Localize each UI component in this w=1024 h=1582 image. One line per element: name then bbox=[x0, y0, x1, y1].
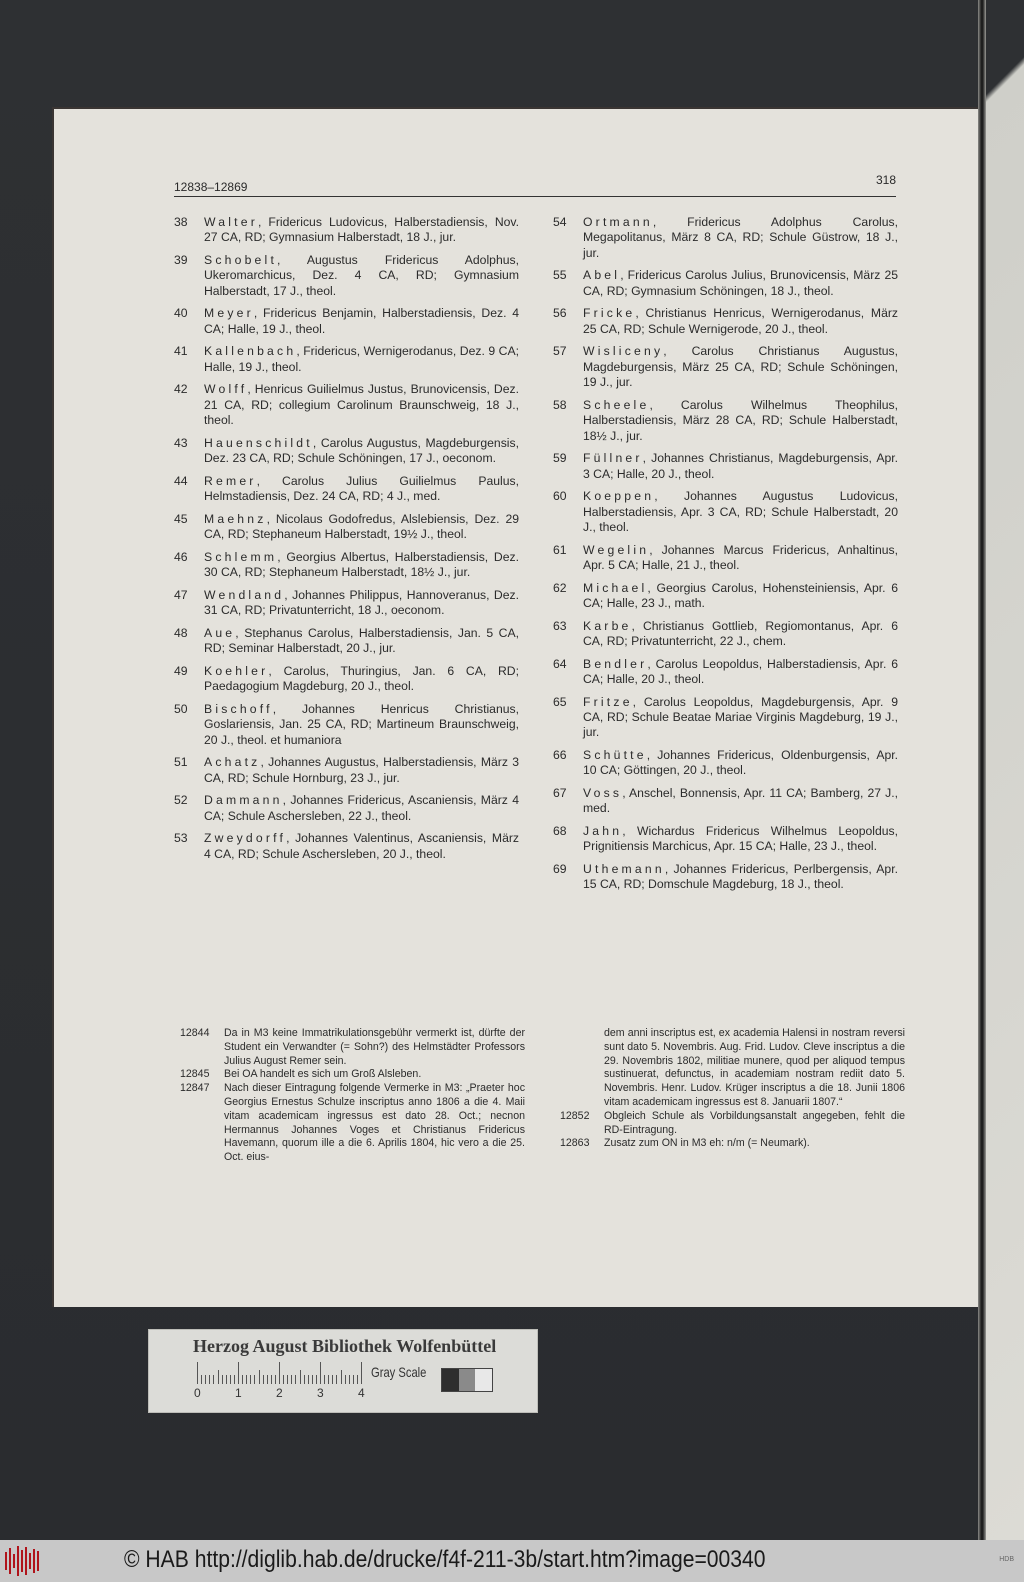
logo-bar bbox=[13, 1554, 15, 1568]
entry-number: 55 bbox=[553, 268, 567, 283]
register-entry bbox=[553, 786, 898, 817]
logo-bar bbox=[33, 1549, 35, 1573]
entry-number: 68 bbox=[553, 824, 567, 839]
register-entry bbox=[174, 626, 519, 657]
ruler-tick bbox=[259, 1370, 260, 1384]
footnote-text: Da in M3 keine Immatrikulationsgebühr vermerkt ist, dürfte der Student ein Verwandter (= Sohn?) des Helmstädter Professors Julius August Remer sein. bbox=[224, 1027, 525, 1067]
entry-details: , Johannes Augustus, Halberstadiensis, März 3 CA, RD; Schule Hornburg, 23 J., jur. bbox=[204, 755, 519, 785]
entry-text bbox=[583, 451, 898, 482]
ruler-tick bbox=[263, 1375, 264, 1384]
entry-surname: Fricke bbox=[583, 306, 636, 321]
entry-surname: Uthemann bbox=[583, 862, 665, 877]
entry-text bbox=[204, 253, 519, 299]
ruler-tick bbox=[205, 1375, 206, 1384]
scale-ruler bbox=[194, 1362, 365, 1400]
logo-bar bbox=[29, 1553, 31, 1569]
entries-right-column bbox=[553, 215, 898, 900]
register-entry bbox=[174, 474, 519, 505]
entry-number: 47 bbox=[174, 587, 188, 602]
entry-number: 60 bbox=[553, 489, 567, 504]
register-entry bbox=[174, 344, 519, 375]
entry-number: 39 bbox=[174, 253, 188, 267]
entry-surname: Bischoff bbox=[204, 701, 273, 716]
ruler-tick bbox=[283, 1375, 284, 1384]
entry-details: , Johannes Valentinus, Ascaniensis, März 4 CA, RD; Schule Aschersleben, 20 J., theol. bbox=[204, 831, 519, 861]
footnote-id: 12852 bbox=[560, 1109, 590, 1122]
entry-surname: Maehnz bbox=[204, 511, 267, 526]
entry-surname: Voss bbox=[583, 786, 623, 801]
entry-details: , Johannes Augustus Ludovicus, Halberstadiensis, Apr. 3 CA, RD; Schule Halberstadt, 20 J., theol. bbox=[583, 489, 898, 535]
footnote bbox=[560, 1137, 905, 1151]
ruler-tick bbox=[361, 1362, 362, 1384]
register-entry bbox=[174, 550, 519, 581]
ruler-tick bbox=[201, 1375, 202, 1384]
ruler-tick bbox=[275, 1375, 276, 1384]
register-entry bbox=[174, 793, 519, 824]
register-entry bbox=[553, 306, 898, 337]
gray-scale-label: Gray Scale bbox=[371, 1364, 427, 1380]
entry-text bbox=[204, 512, 519, 543]
ruler-label: 3 bbox=[317, 1386, 324, 1400]
register-entry bbox=[553, 398, 898, 444]
footnote-text: dem anni inscriptus est, ex academia Halensi in nostram reversi sunt dato 5. Novembris. Aug. Frid. Ludov. Cleve inscriptus a die 29. Novembris 1802, militiae munere, quod per aliquod tempus sustinuerat, defunctus, in academiam nostram rediit dato 5. Novembris. Henr. Ludov. Krüger inscriptus a die 18. Junii 1806 vitam academicam ingressus est 8. Januarii 1807.“ bbox=[604, 1027, 905, 1108]
logo-bar bbox=[5, 1552, 7, 1570]
entry-details: , Stephanus Carolus, Halberstadiensis, Jan. 5 CA, RD; Seminar Halberstadt, 20 J., jur. bbox=[204, 625, 519, 656]
entry-text bbox=[204, 382, 519, 428]
register-entry bbox=[553, 695, 898, 741]
ruler-tick bbox=[316, 1375, 317, 1384]
footnote-text: Zusatz zum ON in M3 eh: n/m (= Neumark). bbox=[604, 1137, 810, 1150]
entry-text bbox=[583, 862, 898, 893]
entry-text bbox=[583, 786, 898, 817]
footnote-text: Obgleich Schule als Vorbildungsanstalt angegeben, fehlt die RD-Eintragung. bbox=[604, 1109, 905, 1136]
entry-details: , Johannes Marcus Fridericus, Anhaltinus, Apr. 5 CA; Halle, 21 J., theol. bbox=[583, 542, 898, 573]
ruler-tick bbox=[267, 1375, 268, 1384]
entry-text bbox=[583, 748, 898, 779]
ruler-tick bbox=[353, 1375, 354, 1384]
footnotes-right-column bbox=[560, 1027, 905, 1151]
register-entry bbox=[553, 581, 898, 612]
entry-surname: Jahn bbox=[583, 824, 623, 839]
entry-text bbox=[583, 619, 898, 650]
entry-text bbox=[204, 215, 519, 246]
footer-tag: HDB bbox=[999, 1556, 1014, 1563]
register-entry bbox=[174, 588, 519, 619]
gray-swatch-cell bbox=[459, 1369, 476, 1391]
entry-details: , Fridericus Benjamin, Halberstadiensis, Dez. 4 CA; Halle, 19 J., theol. bbox=[204, 306, 519, 336]
entry-number: 69 bbox=[553, 862, 567, 877]
register-entry bbox=[174, 512, 519, 543]
entry-details: , Carolus Augustus, Magdeburgensis, Dez. 23 CA, RD; Schule Schöningen, 17 J., oeconom. bbox=[204, 435, 519, 466]
entry-number: 45 bbox=[174, 511, 188, 526]
entry-surname: Wolff bbox=[204, 382, 248, 397]
ruler-tick bbox=[250, 1375, 251, 1384]
footer-bar bbox=[0, 1540, 1024, 1582]
footnote bbox=[560, 1110, 905, 1138]
book-spine bbox=[978, 0, 986, 1540]
entry-surname: Abel bbox=[583, 268, 621, 283]
page-header bbox=[174, 173, 896, 197]
entry-surname: Karbe bbox=[583, 618, 632, 633]
logo-bar bbox=[9, 1548, 11, 1574]
entry-text bbox=[204, 755, 519, 786]
ruler-tick bbox=[345, 1375, 346, 1384]
footnote bbox=[180, 1068, 525, 1082]
entry-number: 51 bbox=[174, 755, 188, 770]
entry-text bbox=[204, 702, 519, 748]
ruler-tick bbox=[226, 1375, 227, 1384]
ruler-tick bbox=[271, 1375, 272, 1384]
ruler-label: 2 bbox=[276, 1386, 283, 1400]
footnote-id: 12845 bbox=[180, 1068, 210, 1081]
entry-details: , Carolus, Thuringius, Jan. 6 CA, RD; Paedagogium Magdeburg, 20 J., theol. bbox=[204, 663, 519, 694]
entry-text bbox=[583, 543, 898, 574]
footnote-id: 12847 bbox=[180, 1082, 210, 1095]
library-name: Herzog August Bibliothek Wolfenbüttel bbox=[193, 1336, 497, 1356]
entry-text bbox=[204, 344, 519, 375]
footnote-id: 12844 bbox=[180, 1027, 210, 1039]
entry-text bbox=[204, 793, 519, 824]
entry-surname: Michael bbox=[583, 580, 648, 595]
hab-logo-icon bbox=[5, 1546, 45, 1576]
entry-surname: Dammann bbox=[204, 793, 283, 808]
register-entry bbox=[553, 543, 898, 574]
entry-text bbox=[204, 306, 519, 337]
entry-text bbox=[583, 344, 898, 390]
entry-text bbox=[583, 657, 898, 688]
entry-number: 41 bbox=[174, 344, 188, 359]
register-entry bbox=[174, 382, 519, 428]
entry-text bbox=[204, 550, 519, 581]
logo-bar bbox=[21, 1550, 23, 1572]
ruler-tick bbox=[328, 1375, 329, 1384]
entry-number: 54 bbox=[553, 215, 567, 229]
ruler-tick bbox=[336, 1375, 337, 1384]
entry-text bbox=[204, 436, 519, 467]
register-entry bbox=[553, 862, 898, 893]
entry-surname: Wendland bbox=[204, 587, 285, 602]
register-entry bbox=[174, 306, 519, 337]
entry-text bbox=[583, 268, 898, 299]
entry-surname: Ortmann bbox=[583, 215, 653, 229]
entry-surname: Meyer bbox=[204, 306, 254, 321]
entry-details: , Johannes Fridericus, Ascaniensis, März 4 CA; Schule Aschersleben, 22 J., theol. bbox=[204, 793, 519, 823]
ruler-tick bbox=[254, 1375, 255, 1384]
entry-number: 61 bbox=[553, 542, 567, 557]
entry-details: , Augustus Fridericus Adolphus, Ukeromarchicus, Dez. 4 CA, RD; Gymnasium Halberstadt, 17 J., theol. bbox=[204, 253, 519, 298]
entry-surname: Walter bbox=[204, 215, 258, 229]
entry-details: , Carolus Leopoldus, Halberstadiensis, Apr. 6 CA; Halle, 20 J., theol. bbox=[583, 656, 898, 687]
ruler-tick bbox=[197, 1362, 198, 1384]
entry-surname: Zweydorff bbox=[204, 831, 287, 846]
ruler-tick bbox=[295, 1375, 296, 1384]
entry-number: 40 bbox=[174, 306, 188, 321]
ruler-tick bbox=[324, 1375, 325, 1384]
entry-surname: Schütte bbox=[583, 748, 647, 763]
entry-details: , Johannes Henricus Christianus, Goslariensis, Jan. 25 CA, RD; Martineum Braunschweig, 20 J., theol. et humaniora bbox=[204, 701, 519, 747]
entry-details: , Nicolaus Godofredus, Alslebiensis, Dez. 29 CA, RD; Stephaneum Halberstadt, 19½ J., theol. bbox=[204, 511, 519, 542]
entry-details: , Fridericus Adolphus Carolus, Megapolitanus, März 8 CA, RD; Schule Güstrow, 18 J., jur. bbox=[583, 215, 898, 260]
register-entry bbox=[553, 215, 898, 261]
entry-text bbox=[204, 588, 519, 619]
ruler-tick bbox=[341, 1370, 342, 1384]
entry-number: 62 bbox=[553, 580, 567, 595]
entry-details: , Carolus Christianus Augustus, Magdeburgensis, März 25 CA, RD; Schule Schöningen, 19 J., jur. bbox=[583, 344, 898, 390]
entry-details: , Johannes Fridericus, Perlbergensis, Apr. 15 CA, RD; Domschule Magdeburg, 18 J., theol. bbox=[583, 862, 898, 892]
register-entry bbox=[174, 702, 519, 748]
ruler-tick bbox=[230, 1375, 231, 1384]
register-entry bbox=[553, 657, 898, 688]
ruler-tick bbox=[222, 1375, 223, 1384]
ruler-tick bbox=[332, 1375, 333, 1384]
logo-bar bbox=[37, 1551, 39, 1571]
footnote-text: Bei OA handelt es sich um Groß Alsleben. bbox=[224, 1068, 422, 1081]
entry-text bbox=[583, 824, 898, 855]
entry-number: 67 bbox=[553, 786, 567, 801]
entry-surname: Kallenbach bbox=[204, 344, 297, 359]
ruler-tick bbox=[242, 1375, 243, 1384]
entry-number: 38 bbox=[174, 215, 188, 229]
register-entry bbox=[174, 831, 519, 862]
entry-number: 50 bbox=[174, 701, 188, 716]
register-entry bbox=[174, 253, 519, 299]
ruler-tick bbox=[213, 1375, 214, 1384]
entry-text bbox=[204, 626, 519, 657]
library-color-plate bbox=[148, 1329, 538, 1413]
entry-text bbox=[583, 695, 898, 741]
footnotes-left-column bbox=[180, 1027, 525, 1165]
ruler-tick bbox=[308, 1375, 309, 1384]
gray-swatch-cell bbox=[442, 1369, 459, 1391]
entry-number: 46 bbox=[174, 549, 188, 564]
entry-surname: Koehler bbox=[204, 663, 269, 678]
gray-swatch-cell bbox=[475, 1369, 492, 1391]
ruler-label: 4 bbox=[358, 1386, 365, 1400]
register-entry bbox=[553, 268, 898, 299]
register-entry bbox=[553, 619, 898, 650]
entry-number: 53 bbox=[174, 831, 188, 846]
footnote bbox=[560, 1027, 905, 1110]
entry-number: 44 bbox=[174, 473, 188, 488]
entry-number: 63 bbox=[553, 618, 567, 633]
entry-text bbox=[204, 474, 519, 505]
entry-details: , Christianus Gottlieb, Regiomontanus, Apr. 6 CA, RD; Privatunterricht, 22 J., chem. bbox=[583, 618, 898, 649]
register-entry bbox=[174, 436, 519, 467]
entry-surname: Füllner bbox=[583, 451, 643, 466]
entry-number: 64 bbox=[553, 656, 567, 671]
entry-number: 66 bbox=[553, 748, 567, 763]
source-url: © HAB http://diglib.hab.de/drucke/f4f-211-3b/start.htm?image=00340 bbox=[124, 1546, 766, 1573]
ruler-tick bbox=[238, 1362, 239, 1384]
register-entry bbox=[174, 664, 519, 695]
entry-surname: Koeppen bbox=[583, 489, 655, 504]
page-number: 318 bbox=[875, 173, 896, 187]
ruler-tick bbox=[320, 1362, 321, 1384]
register-entry bbox=[553, 451, 898, 482]
entry-text bbox=[583, 215, 898, 261]
entry-details: , Christianus Henricus, Wernigerodanus, März 25 CA, RD; Schule Wernigerode, 20 J., theol. bbox=[583, 306, 898, 336]
footnote bbox=[180, 1082, 525, 1165]
ruler-tick bbox=[218, 1370, 219, 1384]
gray-scale-swatch bbox=[441, 1368, 493, 1392]
entry-surname: Wisliceny bbox=[583, 344, 664, 359]
entries-left-column bbox=[174, 215, 519, 869]
entry-text bbox=[583, 581, 898, 612]
ruler-tick bbox=[300, 1370, 301, 1384]
ruler-tick bbox=[279, 1362, 280, 1384]
entry-details: , Georgius Albertus, Halberstadiensis, Dez. 30 CA, RD; Stephaneum Halberstadt, 18½ J., jur. bbox=[204, 549, 519, 580]
ruler-tick bbox=[287, 1375, 288, 1384]
entry-surname: Aue bbox=[204, 625, 236, 640]
register-entry bbox=[553, 748, 898, 779]
ruler-tick bbox=[357, 1375, 358, 1384]
entry-surname: Achatz bbox=[204, 755, 261, 770]
entry-text bbox=[583, 489, 898, 535]
ruler-tick bbox=[291, 1375, 292, 1384]
entry-range: 12838–12869 bbox=[174, 180, 248, 194]
footnote bbox=[180, 1027, 525, 1068]
adjacent-page-edge bbox=[986, 0, 1024, 1540]
entry-surname: Remer bbox=[204, 473, 257, 488]
logo-bar bbox=[25, 1547, 27, 1575]
entry-surname: Scheele bbox=[583, 397, 650, 412]
entry-details: , Henricus Guilielmus Justus, Brunovicensis, Dez. 21 CA, RD; collegium Carolinum Braunschweig, 18 J., theol. bbox=[204, 382, 519, 428]
entry-details: , Johannes Philippus, Hannoveranus, Dez. 31 CA, RD; Privatunterricht, 18 J., oeconom. bbox=[204, 587, 519, 618]
ruler-tick bbox=[209, 1375, 210, 1384]
entry-surname: Hauenschildt bbox=[204, 435, 313, 450]
register-entry bbox=[553, 824, 898, 855]
entry-details: , Fridericus Ludovicus, Halberstadiensis, Nov. 27 CA, RD; Gymnasium Halberstadt, 18 J., jur. bbox=[204, 215, 519, 245]
entry-number: 57 bbox=[553, 344, 567, 359]
entry-text bbox=[204, 664, 519, 695]
entry-details: , Fridericus, Wernigerodanus, Dez. 9 CA; Halle, 19 J., theol. bbox=[204, 344, 519, 374]
entry-details: , Georgius Carolus, Hohensteiniensis, Apr. 6 CA; Halle, 23 J., math. bbox=[583, 580, 898, 611]
entry-details: , Johannes Christianus, Magdeburgensis, Apr. 3 CA; Halle, 20 J., theol. bbox=[583, 451, 898, 481]
entry-number: 49 bbox=[174, 663, 188, 678]
entry-surname: Bendler bbox=[583, 656, 648, 671]
register-entry bbox=[553, 489, 898, 535]
ruler-label: 1 bbox=[235, 1386, 242, 1400]
entry-number: 48 bbox=[174, 625, 188, 640]
entry-details: , Carolus Julius Guilielmus Paulus, Helmstadiensis, Dez. 24 CA, RD; 4 J., med. bbox=[204, 473, 519, 504]
entry-surname: Schlemm bbox=[204, 549, 278, 564]
ruler-tick bbox=[312, 1375, 313, 1384]
entry-number: 59 bbox=[553, 451, 567, 466]
register-entry bbox=[553, 344, 898, 390]
ruler-label: 0 bbox=[194, 1386, 201, 1400]
entry-number: 52 bbox=[174, 793, 188, 808]
entry-number: 43 bbox=[174, 435, 188, 450]
footnote-id: 12863 bbox=[560, 1137, 590, 1150]
entry-number: 65 bbox=[553, 694, 567, 709]
entry-surname: Schobelt bbox=[204, 253, 278, 267]
register-entry bbox=[174, 755, 519, 786]
ruler-tick bbox=[234, 1375, 235, 1384]
ruler-tick bbox=[304, 1375, 305, 1384]
entry-text bbox=[583, 398, 898, 444]
entry-details: , Carolus Wilhelmus Theophilus, Halberstadiensis, März 28 CA, RD; Schule Halberstadt, 18½ J., jur. bbox=[583, 397, 898, 443]
entry-number: 56 bbox=[553, 306, 567, 321]
ruler-tick bbox=[246, 1375, 247, 1384]
entry-details: , Carolus Leopoldus, Magdeburgensis, Apr. 9 CA, RD; Schule Beatae Mariae Virginis Magdeburg, 19 J., jur. bbox=[583, 694, 898, 740]
entry-details: , Anschel, Bonnensis, Apr. 11 CA; Bamberg, 27 J., med. bbox=[583, 786, 898, 816]
logo-bar bbox=[17, 1546, 19, 1576]
entry-text bbox=[204, 831, 519, 862]
entry-surname: Wegelin bbox=[583, 542, 650, 557]
entry-surname: Fritze bbox=[583, 694, 633, 709]
entry-text bbox=[583, 306, 898, 337]
entry-number: 58 bbox=[553, 397, 567, 412]
entry-number: 42 bbox=[174, 382, 188, 397]
entry-details: , Fridericus Carolus Julius, Brunovicensis, März 25 CA, RD; Gymnasium Schöningen, 18 J., theol. bbox=[583, 268, 898, 298]
footnote-text: Nach dieser Eintragung folgende Vermerke in M3: „Praeter hoc Georgius Ernestus Schulze inscriptus anno 1806 a die 4. Maii vitam academicam ingressus est dato 28. Oct.; necnon Hermannus Johannes Voges et Christianus Fridericus Havemann, quorum ille a die 6. Aprilis 1804, hic vero a die 25. Oct. eius- bbox=[224, 1082, 525, 1164]
ruler-tick bbox=[349, 1375, 350, 1384]
entry-details: , Wichardus Fridericus Wilhelmus Leopoldus, Prignitiensis Marchicus, Apr. 15 CA; Halle, 23 J., theol. bbox=[583, 824, 898, 854]
entry-details: , Johannes Fridericus, Oldenburgensis, Apr. 10 CA; Göttingen, 20 J., theol. bbox=[583, 748, 898, 778]
register-entry bbox=[174, 215, 519, 246]
